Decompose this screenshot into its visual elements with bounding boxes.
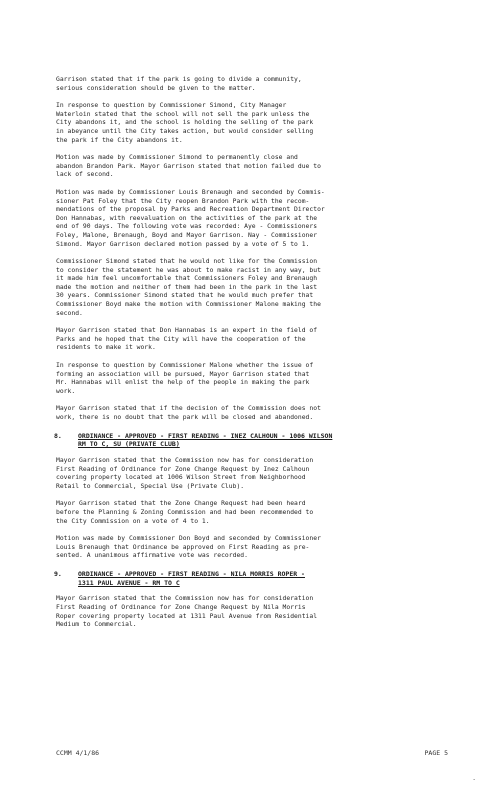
edge-mark: -: [472, 776, 476, 783]
paragraph: Mayor Garrison stated that the Commission now has for consideration First Reading of Ordinance for Zone Change Request by Inez Calhoun covering property located at 1006 Wilson Street from Neighborhood Retail to Commercial, Special Use (Private Club).: [56, 457, 314, 490]
page-footer: [56, 749, 448, 757]
agenda-item-8-heading: [54, 432, 448, 449]
item-title: ORDINANCE - APPROVED - FIRST READING - NILA MORRIS ROPER - 1311 PAUL AVENUE - RM TO C: [78, 569, 305, 587]
item-title: ORDINANCE - APPROVED - FIRST READING - INEZ CALHOUN - 1006 WILSON RM TO C, SU (PRIVATE CLUB): [78, 431, 333, 449]
paragraph: Motion was made by Commissioner Simond to permanently close and abandon Brandon Park. Mayor Garrison stated that motion failed due to lack of second.: [56, 154, 321, 179]
paragraph: In response to question by Commissioner Malone whether the issue of forming an association will be pursued, Mayor Garrison stated that Mr. Hannabas will enlist the help of the people in making the park work.: [56, 362, 314, 395]
paragraph: Mayor Garrison stated that if the decision of the Commission does not work, there is no doubt that the park will be closed and abandoned.: [56, 405, 321, 421]
item-number: 8.: [54, 431, 62, 440]
item-number: 9.: [54, 569, 62, 578]
paragraph: Motion was made by Commissioner Louis Brenaugh and seconded by Commis- sioner Pat Foley that the City reopen Brandon Park with the recom- mendations of the proposal by Parks and Recreation Department Director Don Hannabas, with reevaluation on the activities of the park at the end of 90 days. The following vote was recorded: Aye - Commissioners Foley, Malone, Brenaugh, Boyd and Mayor Garrison. Nay - Commissioner Simond. Mayor Garrison declared motion passed by a vote of 5 to 1.: [56, 188, 325, 248]
paragraph: Motion was made by Commissioner Don Boyd and seconded by Commissioner Louis Brenaugh that Ordinance be approved on First Reading as pre- sented. A unanimous affirmative vote was recorded.: [56, 535, 321, 560]
paragraph: Commissioner Simond stated that he would not like for the Commission to consider the statement he was about to make racist in any way, but it made him feel uncomfortable that Commissioners Foley and Brenaugh made the motion and neither of them had been in the park in the last 30 years. Commissioner Simond stated that he would much prefer that Commissioner Boyd make the motion with Commissioner Malone making the second.: [56, 258, 321, 317]
paragraph: Garrison stated that if the park is going to divide a community, serious consideration should be given to the matter.: [56, 76, 302, 92]
paragraph: Mayor Garrison stated that the Zone Change Request had been heard before the Planning & Zoning Commission and had been recommended to the City Commission on a vote of 4 to 1.: [56, 500, 314, 525]
paragraph: Mayor Garrison stated that the Commission now has for consideration First Reading of Ordinance for Zone Change Request by Nila Morris Roper covering property located at 1311 Paul Avenue from Residential Medium to Commercial.: [56, 595, 318, 629]
footer-left: CCMM 4/1/86: [56, 749, 100, 757]
paragraph: Mayor Garrison stated that Don Hannabas is an expert in the field of Parks and he hoped that the City will have the cooperation of the residents to make it work.: [56, 327, 318, 352]
agenda-item-9-heading: [54, 570, 448, 587]
page-number: PAGE 5: [424, 749, 448, 757]
paragraph: In response to question by Commissioner Simond, City Manager Waterloin stated that the school will not sell the park unless the City abandons it, and the school is holding the selling of the park in abeyance until the City takes action, but would consider selling the park if the City abandons it.: [56, 102, 314, 144]
